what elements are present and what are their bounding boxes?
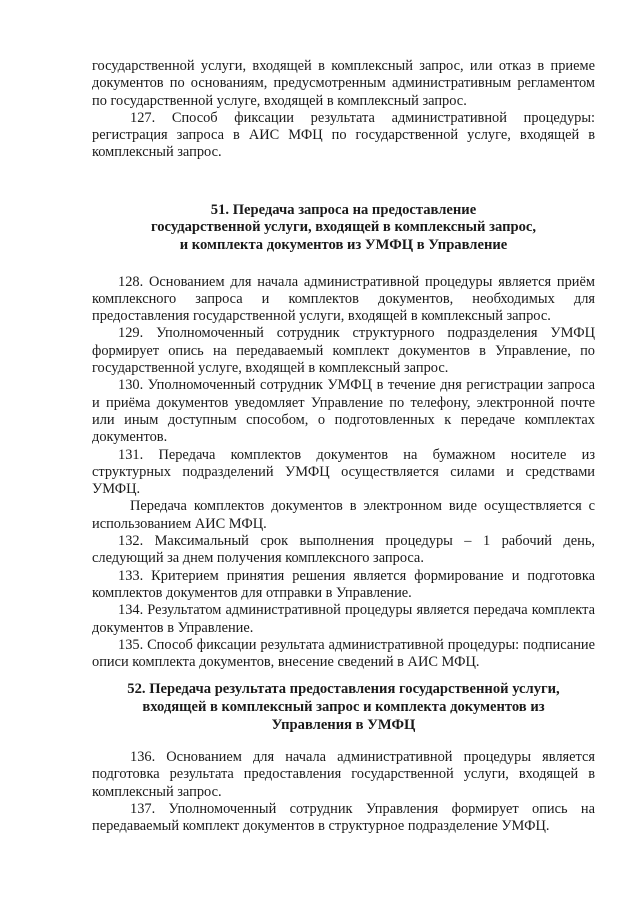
heading-line: 51. Передача запроса на предоставление [210, 201, 477, 218]
spacer [92, 671, 595, 681]
paragraph-136: 136. Основанием для начала административной процедуры является подготовка результата предоставления государственной услуги, входящей в комплексный запрос. [92, 749, 595, 800]
paragraph-131-electronic: Передача комплектов документов в электронном виде осуществляется с использованием АИС МФЦ. [92, 498, 595, 532]
paragraph-133: 133. Критерием принятия решения является формирование и подготовка комплектов документов для отправки в Управление. [92, 567, 595, 601]
heading-line: государственной услуги, входящей в комплексный запрос, [150, 219, 537, 236]
section-51-body [92, 274, 595, 672]
heading-line: входящей в комплексный запрос и комплекта документов из [142, 698, 545, 715]
section-51-heading [92, 202, 595, 255]
paragraph-130: 130. Уполномоченный сотрудник УМФЦ в течение дня регистрации запроса и приёма документов уведомляет Управление по телефону, электронной почте или иным доступным способом, о подготовленных к передаче комплектах документов. [92, 377, 595, 446]
paragraph-134: 134. Результатом административной процедуры является передача комплекта документов в Управление. [92, 602, 595, 636]
heading-line: 52. Передача результата предоставления государственной услуги, [127, 681, 560, 698]
spacer [92, 734, 595, 749]
heading-line: Управления в УМФЦ [271, 716, 416, 733]
paragraph-continuation: государственной услуги, входящей в комплексный запрос, или отказ в приеме документов по основаниям, предусмотренным административным регламентом по государственной услуге, входящей в комплексный запрос. [92, 58, 595, 109]
paragraph-127: 127. Способ фиксации результата административной процедуры: регистрация запроса в АИС МФЦ по государственной услуге, входящей в комплексный запрос. [92, 109, 595, 161]
section-52-body [92, 749, 595, 835]
spacer [92, 255, 595, 274]
paragraph-132: 132. Максимальный срок выполнения процедуры – 1 рабочий день, следующий за днем получения комплексного запроса. [92, 533, 595, 567]
spacer [92, 162, 595, 202]
section-52-heading [92, 681, 595, 734]
paragraph-135: 135. Способ фиксации результата административной процедуры: подписание описи комплекта документов, внесение сведений в АИС МФЦ. [92, 636, 595, 671]
heading-line: и комплекта документов из УМФЦ в Управление [179, 236, 508, 253]
paragraph-137: 137. Уполномоченный сотрудник Управления формирует опись на передаваемый комплект документов в структурное подразделение УМФЦ. [92, 801, 595, 835]
paragraph-129: 129. Уполномоченный сотрудник структурного подразделения УМФЦ формирует опись на передаваемый комплект документов в Управление, по государственной услуге, входящей в комплексный запрос. [92, 325, 595, 377]
document-page [92, 58, 595, 836]
paragraph-131: 131. Передача комплектов документов на бумажном носителе из структурных подразделений УМФЦ осуществляется силами и средствами УМФЦ. [92, 446, 595, 498]
paragraph-128: 128. Основанием для начала административной процедуры является приём комплексного запроса и комплектов документов, необходимых для предоставления государственной услуги, входящей в комплексный запрос. [92, 273, 595, 325]
